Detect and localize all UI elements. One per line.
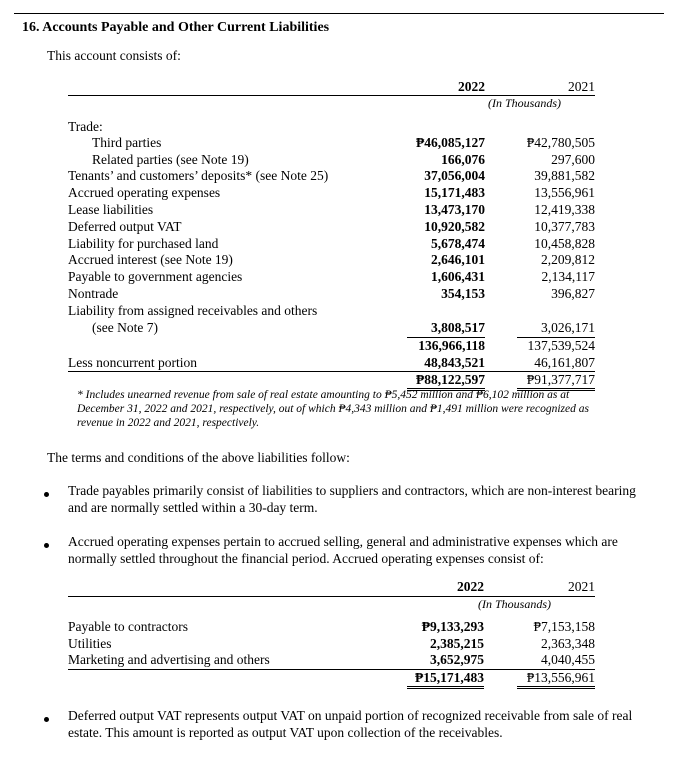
noncurrent-2021: 46,161,807 <box>534 355 595 370</box>
value-2021: ₱42,780,505 <box>526 135 595 150</box>
table-row-current <box>0 372 682 389</box>
value-2021: 2,209,812 <box>541 252 595 267</box>
value-2021: 297,600 <box>551 152 595 167</box>
table-row-total <box>0 670 682 687</box>
table1-year-current: 2022 <box>458 79 485 94</box>
table-row <box>0 619 682 636</box>
table2-unit: (In Thousands) <box>478 597 552 611</box>
current-2021: ₱91,377,717 <box>526 372 595 387</box>
table-row <box>0 135 682 152</box>
table-row <box>0 320 682 337</box>
table1-unit: (In Thousands) <box>488 96 562 110</box>
value-2021: 39,881,582 <box>534 168 595 183</box>
value-2022: 5,678,474 <box>431 236 485 251</box>
row-label: Third parties <box>92 135 162 150</box>
value-2022: 3,808,517 <box>431 320 485 335</box>
bullet-accrued-expenses: Accrued operating expenses pertain to accrued selling, general and administrative expenses which are normally settled throughout the financial period. Accrued operating expenses consist of: <box>68 534 618 566</box>
value-2021: ₱7,153,158 <box>533 619 595 634</box>
table-row <box>0 269 682 286</box>
value-2021: 10,458,828 <box>534 236 595 251</box>
value-2022: 13,473,170 <box>424 202 485 217</box>
table-row <box>0 303 682 320</box>
row-label: Less noncurrent portion <box>68 355 197 370</box>
terms-intro: The terms and conditions of the above liabilities follow: <box>47 450 350 465</box>
value-2021: 12,419,338 <box>534 202 595 217</box>
value-2021: 3,026,171 <box>541 320 595 335</box>
row-label: Payable to contractors <box>68 619 188 634</box>
row-label: Liability from assigned receivables and others <box>68 303 318 318</box>
row-label: Tenants’ and customers’ deposits* (see Note 25) <box>68 168 329 183</box>
table2-year-prior: 2021 <box>568 579 595 594</box>
row-label: Lease liabilities <box>68 202 154 217</box>
value-2022: 10,920,582 <box>424 219 485 234</box>
double-rule-2022 <box>407 686 484 689</box>
value-2022: ₱9,133,293 <box>421 619 484 634</box>
table2-year-current: 2022 <box>457 579 484 594</box>
row-label: Marketing and advertising and others <box>68 652 270 667</box>
value-2021: 4,040,455 <box>541 652 595 667</box>
table-row-noncurrent <box>0 355 682 372</box>
table1-group-label: Trade: <box>68 119 103 134</box>
row-label: Liability for purchased land <box>68 236 219 251</box>
row-label: Deferred output VAT <box>68 219 182 234</box>
row-label: Payable to government agencies <box>68 269 243 284</box>
bullet-deferred-vat: Deferred output VAT represents output VAT on unpaid portion of recognized receivable from sale of real estate. This amount is reported as output VAT upon collection of the receivables. <box>68 708 633 740</box>
table-row <box>0 168 682 185</box>
section-number: 16. <box>22 20 40 35</box>
value-2022: 2,385,215 <box>430 636 484 651</box>
table-row <box>0 185 682 202</box>
total-2021: 137,539,524 <box>527 338 595 353</box>
table-row <box>0 286 682 303</box>
value-2021: 2,363,348 <box>541 636 595 651</box>
current-2022: ₱88,122,597 <box>416 372 485 387</box>
table-row <box>0 219 682 236</box>
value-2022: ₱46,085,127 <box>416 135 485 150</box>
table-row <box>0 636 682 653</box>
value-2022: 15,171,483 <box>424 185 485 200</box>
top-rule <box>14 13 664 14</box>
row-label: Related parties (see Note 19) <box>92 152 249 167</box>
value-2022: 37,056,004 <box>424 168 485 183</box>
total-2022: 136,966,118 <box>418 338 485 353</box>
row-label: Accrued operating expenses <box>68 185 221 200</box>
row-label: (see Note 7) <box>92 320 158 335</box>
table-row <box>0 236 682 253</box>
value-2021: 2,134,117 <box>541 269 595 284</box>
value-2022: 1,606,431 <box>431 269 485 284</box>
table-row <box>0 152 682 169</box>
table-row <box>0 652 682 669</box>
value-2021: 13,556,961 <box>534 185 595 200</box>
total-2022: ₱15,171,483 <box>415 670 484 685</box>
section-intro: This account consists of: <box>47 48 181 63</box>
bullet-trade-payables: Trade payables primarily consist of liabilities to suppliers and contractors, which are non-interest bearing and are normally settled within a 30-day term. <box>68 483 636 515</box>
double-rule-2021 <box>517 686 595 689</box>
row-label: Accrued interest (see Note 19) <box>68 252 233 267</box>
section-title: Accounts Payable and Other Current Liabilities <box>42 20 330 35</box>
table-row <box>0 252 682 269</box>
value-2022: 166,076 <box>441 152 485 167</box>
value-2021: 396,827 <box>551 286 595 301</box>
value-2021: 10,377,783 <box>534 219 595 234</box>
table-row-total <box>0 338 682 355</box>
noncurrent-2022: 48,843,521 <box>424 355 485 370</box>
table-row <box>0 202 682 219</box>
row-label: Utilities <box>68 636 112 651</box>
table1-footnote: * Includes unearned revenue from sale of real estate amounting to ₱5,452 million and ₱6,102 million as at December 31, 2022 and 2021, respectively, out of which ₱4,343 million and ₱1,491 million were recognized as revenue in 2022 and 2021, respectively. <box>77 389 589 429</box>
table1-year-prior: 2021 <box>568 79 595 94</box>
value-2022: 2,646,101 <box>431 252 485 267</box>
row-label: Nontrade <box>68 286 119 301</box>
value-2022: 354,153 <box>441 286 485 301</box>
value-2022: 3,652,975 <box>430 652 484 667</box>
total-2021: ₱13,556,961 <box>526 670 595 685</box>
section-heading <box>22 20 329 36</box>
